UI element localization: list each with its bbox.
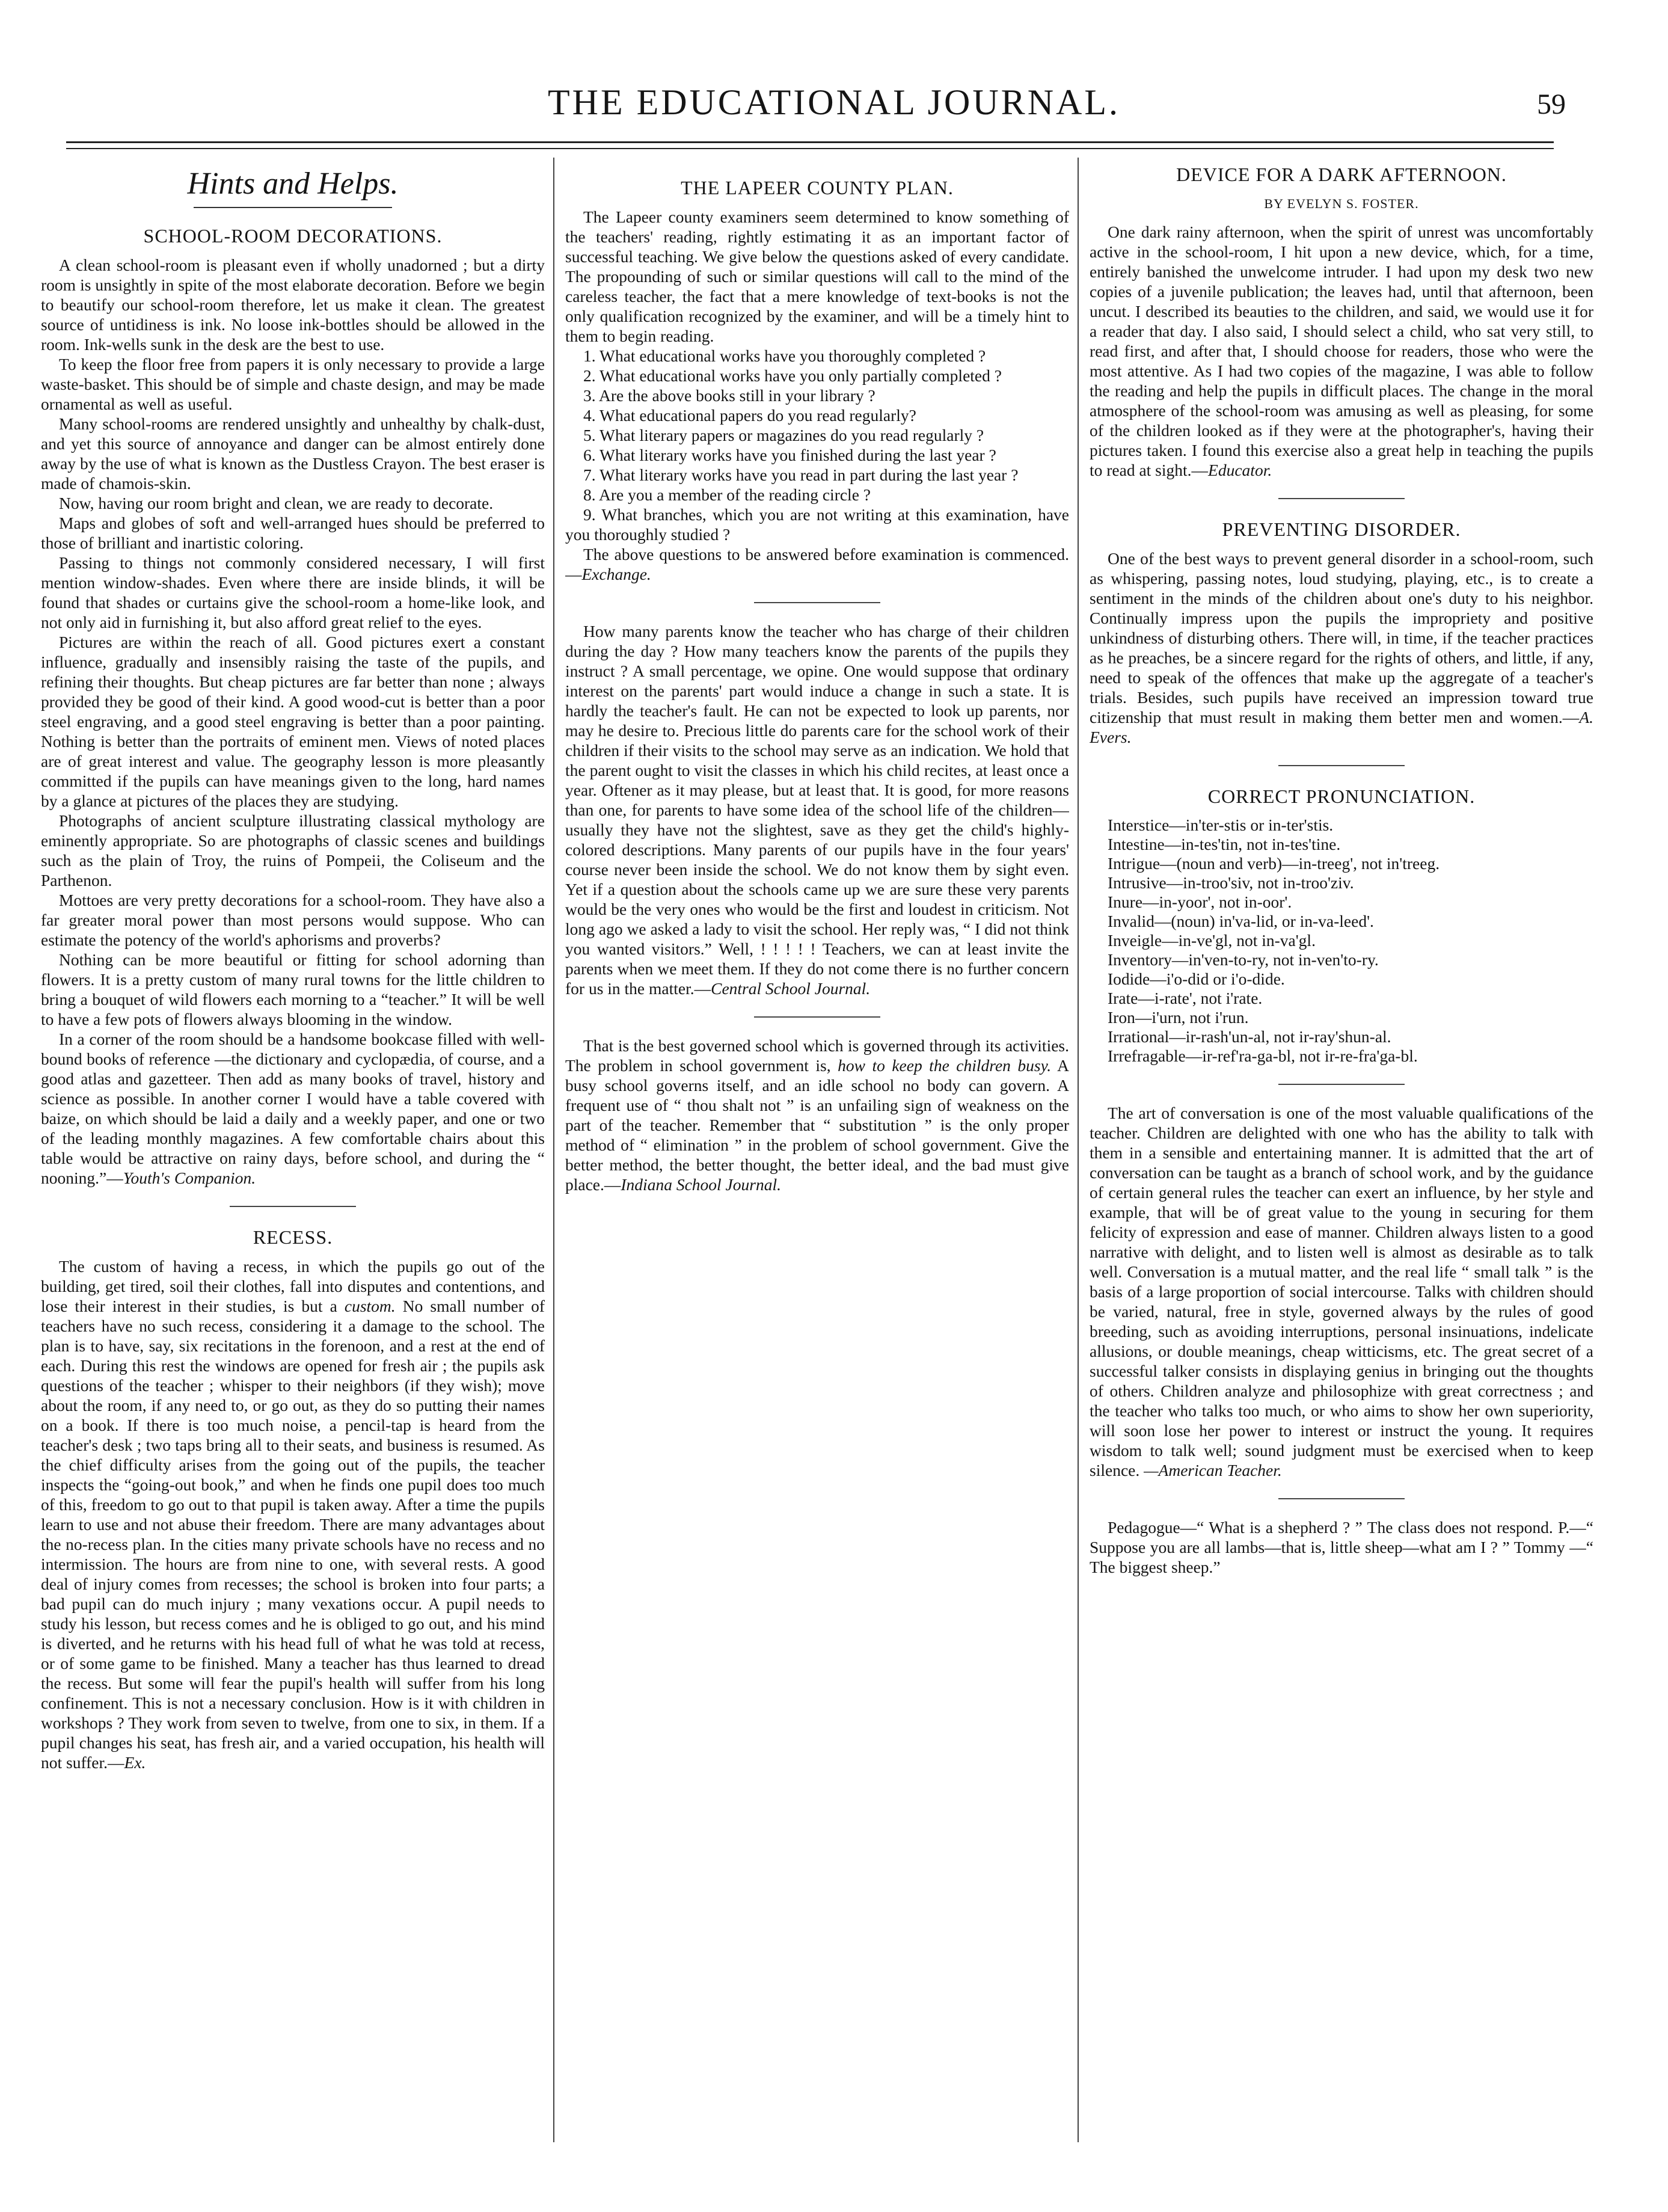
article-separator [754, 602, 880, 603]
decorations-text: In a corner of the room should be a handsome bookcase filled with well-bound books of reference —the dictionary and cyclopædia, of course, and a good atlas and gazetteer. Then add as many books of travel, history and science as possible. In another corner I would have a table covered with baize, on which should be laid a daily and a weekly paper, and one or two of the leading monthly magazines. A few comfortable chairs about this table would be attractive on rainy days, before school, and during the “ nooning.”— [41, 1030, 545, 1187]
lapeer-closing-text: The above questions to be answered before examination is commenced.— [565, 545, 1069, 583]
column-divider [553, 158, 554, 2142]
governed-text-continued: A busy school governs itself, and an idle school no body can govern. A frequent use of “ thou shalt not ” is an unfailing sign of weakness on the part of the teacher. Remember that “ substitution ” is the only proper method of “ elimination ” in the problem of school government. Give the better method, the better thought, the better ideal, and the bad must give place.— [565, 1056, 1069, 1194]
recess-source: Ex. [124, 1753, 146, 1772]
recess-text-continued: No small number of teachers have no such recess, considering it a damage to the school. The plan is to have, say, six recitations in the forenoon, and a rest at the end of each. During this rest the windows are opened for fresh air ; the pupils ask questions of the teacher ; whisper to their neighbors (if they wish); move about the room, if any need to, or go out, as they do so putting their names on a book. If there is too much noise, a pencil-tap is heard from the teacher's desk ; two taps bring all to their seats, and business is resumed. As the chief difficulty arises from the going out of the pupils, the teacher inspects the “going-out book,” and when he finds one pupil does too much of this, freedom to go out to that pupil is taken away. After a time the pupils learn to use and not abuse their freedom. There are many advantages about the no-recess plan. In the cities many private schools have no recess and no intermission. The hours are from nine to one, with several rests. A good deal of injury comes from recesses; the school is broken into four parts; a bad pupil can do much injury ; many vexations occur. A pupil needs to study his lesson, but recess comes and he is obliged to go out, and his mind is diverted, and he returns with his head full of what he was told at recess, or of some game to be finished. Many a teacher has thus learned to dread the recess. But some will fear the pupil's health will suffer from his long confinement. This is not a necessary conclusion. How is it with children in workshops ? They work from seven to twelve, from one to six, in them. If a pupil changes his seat, has fresh air, and a varied occupation, his health will not suffer.— [41, 1297, 545, 1772]
article-separator [230, 1206, 356, 1207]
section-title: Hints and Helps. [187, 167, 399, 201]
decorations-paragraph: Many school-rooms are rendered unsightly and unhealthy by chalk-dust, and yet this source of annoyance and danger can be almost entirely done away by the use of what is known as the Dustless Crayon. The best eraser is made of chamois-skin. [41, 414, 545, 493]
decorations-paragraph: Pictures are within the reach of all. Good pictures exert a constant influence, gradually and insensibly raising the taste of the pupils, and refining their thoughts. But cheap pictures are far better than none ; always provided they be good of their kind. A good wood-cut is better than a poor steel engraving, and a good steel engraving is better than a poor painting. Nothing is better than the portraits of eminent men. Views of noted places are of great interest and value. The geography lesson is more pleasantly committed if the pupils can have meanings given to the long, hard names by a glance at pictures of the places they are studying. [41, 633, 545, 810]
column-left [41, 158, 545, 2142]
parents-text: How many parents know the teacher who has charge of their children during the day ? How many teachers know the parents of the pupils they instruct ? A small percentage, we opine. One would suppose that ordinary interest on the parents' part would induce a change in such a state. It is hardly the teacher's fault. He can not be expected to look up parents, nor may he desire to. Precious little do parents care for the school work of their children if their visits to the school may serve as an indication. We hold that the parent ought to visit the classes in which his child recites, at least once a year. Oftener as it may please, but at least that. It is good, for more reasons than one, for parents to have some idea of the school life of the children—usually they have not the slightest, save as they get the child's highly-colored descriptions. Many parents of our pupils have in the four years' course never been inside the school. We do not know them by sight even. Yet if a question about the schools came up we are sure these very parents would be the very ones who would be the first and loudest in criticism. Not long ago we asked a lady to visit the school. Her reply was, “ I did not think you wanted visitors.” Well, ! ! ! ! ! Teachers, we can at least invite the parents when we meet them. If they do not come there is no further concern for us in the matter.— [565, 622, 1069, 998]
section-title-rule [194, 207, 392, 208]
conversation-paragraph [1090, 1103, 1593, 1480]
lapeer-question: 3. Are the above books still in your library ? [583, 386, 875, 405]
pronunciation-entry: Invalid—(noun) in'va-lid, or in-va-leed'. [1108, 912, 1374, 930]
decorations-paragraph: Mottoes are very pretty decorations for a school-room. They have also a far greater moral power than most persons would suppose. Who can estimate the potency of the world's aphorisms and proverbs? [41, 891, 545, 949]
pronunciation-entry: Iodide—i'o-did or i'o-dide. [1108, 969, 1285, 988]
pronunciation-entry: Intrusive—in-troo'siv, not in-troo'ziv. [1108, 873, 1354, 892]
article-separator [1278, 765, 1405, 766]
conversation-text: The art of conversation is one of the most valuable qualifications of the teacher. Children are delighted with one who has the ability to talk with them in a sensible and entertaining manner. It is admitted that the art of conversation can be taught as a branch of school work, and by the guidance of certain general rules the teacher can exert an influence, by her style and example, that will be of great value to the young in securing for them felicity of expression and ease of manner. Children always listen to a good narrative with delight, and to listen well is almost as desirable as to talk well. Conversation is a mutual matter, and the real life “ small talk ” is the basis of a large proportion of social intercourse. Talks with children should be varied, natural, free in style, governed always by the rules of good breeding, such as avoiding interruptions, personal insinuations, indelicate allusions, or double meanings, cheap witticisms, etc. The great secret of a successful talker consists in displaying genius in bringing out the thoughts of others. Children analyze and philosophize with great correctness ; and the teacher who talks too much, or who aims to show her own superiority, will soon lose her power to interest or instruct the young. It requires wisdom to talk well; sound judgment must be exercised when to keep silence. [1090, 1104, 1593, 1479]
disorder-text: One of the best ways to prevent general disorder in a school-room, such as whispering, passing notes, loud studying, playing, etc., is to create a sentiment in the minds of the children about one's duty to his neighbor. Continually impress upon the pupils the impropriety and positive unkindness of disturbing others. There will, in time, if the teacher practices as he preaches, be a sincere regard for the rights of others, and little, if any, need to speak of the offences that make up the aggregate of a teacher's trials. Besides, such pupils have received an impression toward true citizenship that must result in making them better men and women.— [1090, 549, 1593, 727]
lapeer-question: 7. What literary works have you read in part during the last year ? [583, 465, 1019, 484]
page-number: 59 [1537, 88, 1566, 120]
pedagogue-paragraph: Pedagogue—“ What is a shepherd ? ” The class does not respond. P.—“ Suppose you are all lambs—that is, little sheep—what am I ? ” Tommy —“ The biggest sheep.” [1090, 1518, 1593, 1576]
pronunciation-entry: Inure—in-yoor', not in-oor'. [1108, 892, 1292, 911]
lapeer-question: 4. What educational papers do you read regularly? [583, 406, 916, 425]
header-rule [66, 141, 1554, 143]
decorations-paragraph: Passing to things not commonly considered necessary, I will first mention window-shades. Even where there are inside blinds, it will be found that shades or curtains give the school-room a home-like look, and not only aid in furnishing it, but also afford great relief to the eyes. [41, 553, 545, 631]
article-title-pronunciation: CORRECT PRONUNCIATION. [1207, 785, 1476, 807]
article-title-disorder: PREVENTING DISORDER. [1222, 518, 1461, 540]
lapeer-question: 2. What educational works have you only partially completed ? [583, 366, 1002, 385]
pronunciation-entry: Irrefragable—ir-ref'ra-ga-bl, not ir-re-fra'ga-bl. [1108, 1046, 1418, 1065]
header-rule-secondary [66, 148, 1554, 149]
pronunciation-entry: Inventory—in'ven-to-ry, not in-ven'to-ry. [1108, 950, 1379, 969]
lapeer-source: Exchange. [581, 565, 651, 583]
parents-paragraph [565, 621, 1069, 998]
decorations-source: Youth's Companion. [123, 1169, 256, 1187]
article-separator [754, 1016, 880, 1018]
decorations-paragraph: Maps and globes of soft and well-arranged hues should be preferred to those of brilliant and inartistic coloring. [41, 514, 545, 552]
column-divider [1078, 158, 1079, 2142]
device-text: One dark rainy afternoon, when the spirit of unrest was uncomfortably active in the school-room, I hit upon a new device, which, for a time, entirely banished the unwelcome intruder. I had upon my desk two new copies of a juvenile publication; the leaves had, until that afternoon, been uncut. I described its beauties to the children, and said, we would use it for a reader that day. I also said, I should select a child, who sat very still, to read first, and after that, I should choose for readers, those who were the most attentive. As I had two copies of the magazine, I was able to follow the reading and help the pupils in difficult places. The change in the moral atmosphere of the school-room was amusing as well as pleasing, for some of the children looked as if they were at the photographer's, having their pictures taken. I found this exercise also a great help in teaching the pupils to read at sight.— [1090, 223, 1593, 479]
article-separator [1278, 498, 1405, 499]
governed-emphasis: how to keep the children busy. [838, 1056, 1052, 1075]
pronunciation-entry: Intrigue—(noun and verb)—in-treeg', not in'treeg. [1108, 854, 1440, 873]
lapeer-question: 6. What literary works have you finished during the last year ? [583, 446, 996, 464]
device-source: Educator. [1208, 461, 1272, 479]
article-separator [1278, 1498, 1405, 1499]
disorder-source: A. Evers. [1090, 708, 1593, 746]
lapeer-question: 5. What literary papers or magazines do you read regularly ? [583, 426, 984, 444]
pronunciation-entry: Intestine—in-tes'tin, not in-tes'tine. [1108, 835, 1341, 853]
governed-source: Indiana School Journal. [621, 1175, 781, 1194]
governed-paragraph [565, 1036, 1069, 1194]
column-right [1090, 158, 1593, 2142]
decorations-paragraph: Photographs of ancient sculpture illustrating classical mythology are eminently appropriate. So are photographs of classic scenes and buildings such as the plain of Troy, the ruins of Pompeii, the Coliseum and the Parthenon. [41, 811, 545, 889]
pronunciation-entry: Irrational—ir-rash'un-al, not ir-ray'shun-al. [1108, 1027, 1391, 1046]
pronunciation-entry: Iron—i'urn, not i'run. [1108, 1008, 1249, 1027]
parents-source: Central School Journal. [711, 979, 871, 998]
lapeer-closing [565, 544, 1069, 584]
journal-masthead: THE EDUCATIONAL JOURNAL. [547, 82, 1121, 122]
lapeer-question: 1. What educational works have you thoroughly completed ? [583, 346, 986, 365]
lapeer-intro: The Lapeer county examiners seem determined to know something of the teachers' reading, rightly estimating it as an important factor of successful teaching. We give below the questions asked of every candidate. The propounding of such or similar questions will call to the mind of the careless teacher, the fact that a mere knowledge of text-books is not the only qualification recognized by the examiner, and will be a timely hint to them to begin reading. [565, 207, 1069, 345]
recess-emphasis: custom. [344, 1297, 396, 1315]
article-title-device: DEVICE FOR A DARK AFTERNOON. [1176, 164, 1507, 185]
recess-text: The custom of having a recess, in which the pupils go out of the building, get tired, soil their clothes, fall into disputes and contentions, and lose their interest in their studies, is but a [41, 1257, 545, 1315]
decorations-paragraph: To keep the floor free from papers it is only necessary to provide a large waste-basket. This should be of simple and chaste design, and may be made ornamental as well as useful. [41, 355, 545, 413]
lapeer-question: 8. Are you a member of the reading circle ? [583, 485, 871, 504]
article-title-lapeer: THE LAPEER COUNTY PLAN. [681, 177, 954, 198]
conversation-source: —American Teacher. [1144, 1461, 1282, 1479]
article-title-recess: RECESS. [253, 1226, 333, 1248]
recess-paragraph [41, 1256, 545, 1772]
lapeer-question: 9. What branches, which you are not writing at this examination, have you thoroughly studied ? [565, 505, 1069, 544]
disorder-paragraph [1090, 548, 1593, 747]
article-byline: BY EVELYN S. FOSTER. [1264, 196, 1419, 211]
article-title-decorations: SCHOOL-ROOM DECORATIONS. [143, 225, 443, 247]
device-paragraph [1090, 222, 1593, 480]
decorations-paragraph: Now, having our room bright and clean, we are ready to decorate. [59, 494, 494, 512]
decorations-paragraph: A clean school-room is pleasant even if wholly unadorned ; but a dirty room is unsightly in spite of the most elaborate decoration. Before we begin to beautify our school-room therefore, let us make it clean. The greatest source of untidiness is ink. No loose ink-bottles should be allowed in the room. Ink-wells sunk in the desk are the best to use. [41, 256, 545, 354]
decorations-paragraph: Nothing can be more beautiful or fitting for school adorning than flowers. It is a pretty custom of many rural towns for the little children to bring a bouquet of wild flowers each morning to a “teacher.” It will be well to have a few pots of flowers always blooming in the window. [41, 950, 545, 1028]
pronunciation-entry: Inveigle—in-ve'gl, not in-va'gl. [1108, 931, 1316, 950]
article-separator [1278, 1084, 1405, 1085]
pronunciation-entry: Irate—i-rate', not i'rate. [1108, 989, 1263, 1007]
governed-text: That is the best governed school which is governed through its activities. The problem in school government is, [565, 1036, 1069, 1075]
column-middle [565, 158, 1069, 2142]
decorations-paragraph-last [41, 1029, 545, 1188]
pronunciation-entry: Interstice—in'ter-stis or in-ter'stis. [1108, 816, 1334, 834]
